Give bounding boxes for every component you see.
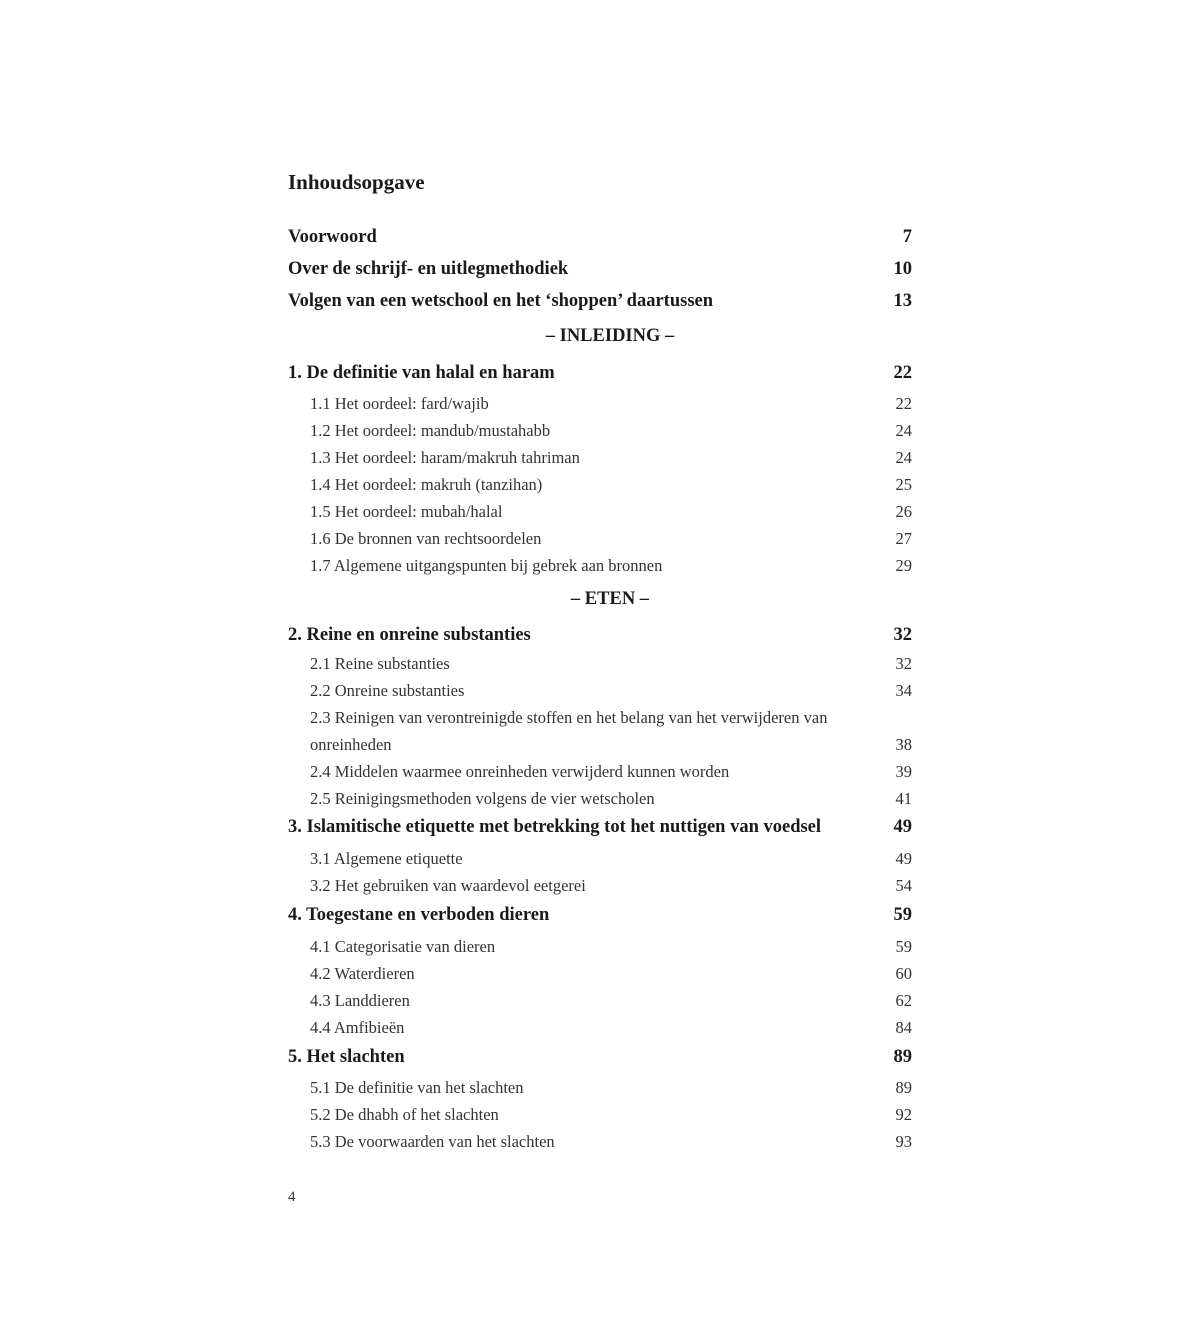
- toc-subentry: [288, 845, 912, 872]
- toc-subentry-page: 24: [895, 421, 912, 440]
- toc-subentry-label: 5.2 De dhabh of het slachten: [310, 1105, 499, 1124]
- toc-subentry: [288, 390, 912, 417]
- toc-entry-page: 22: [893, 363, 912, 383]
- toc-subentry: [288, 1074, 912, 1101]
- toc-subentry-label: 1.5 Het oordeel: mubah/halal: [310, 502, 503, 521]
- page-number: 4: [288, 1189, 296, 1205]
- toc-subentry-page: 39: [895, 762, 912, 781]
- toc-entry: [288, 622, 912, 649]
- toc-entry-label: Over de schrijf- en uitlegmethodiek: [288, 259, 569, 279]
- toc-entry-label: 4. Toegestane en verboden dieren: [288, 905, 550, 925]
- toc-subentry-label: onreinheden: [310, 735, 392, 754]
- toc-subentry: [288, 525, 912, 552]
- toc-subentry-page: 54: [895, 876, 912, 895]
- toc-entry-page: 10: [893, 259, 912, 279]
- toc-subentry-page: 49: [895, 849, 912, 868]
- toc-subentry-page: 59: [895, 937, 912, 956]
- toc-subentry-page: 34: [895, 681, 912, 700]
- toc-entry: [288, 814, 912, 841]
- toc-entry-page: 7: [902, 227, 912, 247]
- toc-entry: [288, 360, 912, 387]
- toc-entry-page: 13: [893, 291, 912, 311]
- toc-subentry: [288, 1128, 912, 1155]
- toc-subentry: [288, 987, 912, 1014]
- toc-entry-label: 5. Het slachten: [288, 1047, 405, 1067]
- toc-subentry: [288, 444, 912, 471]
- section-heading: [288, 586, 912, 613]
- toc-entry-page: 59: [893, 905, 912, 925]
- toc-subentry-page: 60: [895, 964, 912, 983]
- toc-subentry-label: 1.6 De bronnen van rechtsoordelen: [310, 529, 542, 548]
- toc-entry-page: 32: [893, 625, 912, 645]
- toc-subentry-label: 3.2 Het gebruiken van waardevol eetgerei: [310, 876, 586, 895]
- toc-subentry-page: 24: [895, 448, 912, 467]
- toc-subentry: [288, 417, 912, 444]
- toc-subentry: [288, 1101, 912, 1128]
- toc-subentry: [288, 933, 912, 960]
- toc-subentry-label: 2.4 Middelen waarmee onreinheden verwijderd kunnen worden: [310, 762, 730, 781]
- toc-subentry-page: 93: [895, 1132, 912, 1151]
- toc-entry-label: 2. Reine en onreine substanties: [288, 625, 531, 645]
- toc-subentry: [288, 1014, 912, 1041]
- toc-subentry-label: 2.5 Reinigingsmethoden volgens de vier wetscholen: [310, 789, 655, 808]
- toc-subentry: [288, 758, 912, 785]
- toc-subentry: [288, 785, 912, 812]
- toc-subentry-label: 4.4 Amfibieën: [310, 1018, 405, 1037]
- toc-subentry-label: 2.2 Onreine substanties: [310, 681, 465, 700]
- toc-subentry-page: 92: [895, 1105, 912, 1124]
- toc-entry: [288, 288, 912, 315]
- toc-subentry-page: 38: [895, 735, 912, 754]
- toc-subentry-label: 1.1 Het oordeel: fard/wajib: [310, 394, 489, 413]
- document-page: [288, 0, 912, 1320]
- toc-entry: [288, 1044, 912, 1071]
- toc-subentry: [288, 677, 912, 704]
- toc-subentry-page: 26: [895, 502, 912, 521]
- toc-subentry-page: 22: [895, 394, 912, 413]
- toc-subentry: [288, 650, 912, 677]
- page-title: Inhoudsopgave: [288, 170, 425, 194]
- toc-subentry-page: 84: [895, 1018, 912, 1037]
- toc-subentry-label: 1.7 Algemene uitgangspunten bij gebrek aan bronnen: [310, 556, 663, 575]
- toc-entry: [288, 902, 912, 929]
- toc-subentry: [288, 471, 912, 498]
- section-heading-label: – INLEIDING –: [545, 326, 675, 346]
- toc-subentry: [288, 704, 912, 731]
- toc-subentry-label: 4.2 Waterdieren: [310, 964, 415, 983]
- toc-subentry-label: 4.3 Landdieren: [310, 991, 410, 1010]
- toc-entry-page: 89: [893, 1047, 912, 1067]
- toc-subentry-page: 32: [895, 654, 912, 673]
- toc-entry-label: 3. Islamitische etiquette met betrekking tot het nuttigen van voedsel: [288, 817, 822, 837]
- toc-subentry-page: 89: [895, 1078, 912, 1097]
- toc-entry-page: 49: [893, 817, 912, 837]
- toc-subentry-label: 1.3 Het oordeel: haram/makruh tahriman: [310, 448, 580, 467]
- section-heading-label: – ETEN –: [570, 589, 650, 609]
- toc-subentry-page: 27: [895, 529, 912, 548]
- toc-subentry-continuation: [288, 731, 912, 758]
- toc-subentry-label: 5.3 De voorwaarden van het slachten: [310, 1132, 555, 1151]
- toc-subentry-page: 41: [895, 789, 912, 808]
- toc-subentry-label: 1.4 Het oordeel: makruh (tanzihan): [310, 475, 543, 494]
- toc-subentry: [288, 960, 912, 987]
- toc-subentry: [288, 552, 912, 579]
- toc-entry-label: 1. De definitie van halal en haram: [288, 363, 555, 383]
- toc-entry: [288, 256, 912, 283]
- toc-subentry: [288, 498, 912, 525]
- toc-entry: [288, 224, 912, 251]
- section-heading: [288, 323, 912, 350]
- toc-entry-label: Voorwoord: [288, 227, 377, 247]
- toc-subentry-page: 29: [895, 556, 912, 575]
- toc-subentry-label: 4.1 Categorisatie van dieren: [310, 937, 496, 956]
- toc-subentry-label: 3.1 Algemene etiquette: [310, 849, 463, 868]
- toc-subentry-label: 2.3 Reinigen van verontreinigde stoffen en het belang van het verwijderen van: [310, 708, 828, 727]
- toc-subentry: [288, 872, 912, 899]
- toc-entry-label: Volgen van een wetschool en het ‘shoppen’ daartussen: [288, 291, 714, 311]
- toc-subentry-label: 1.2 Het oordeel: mandub/mustahabb: [310, 421, 551, 440]
- toc-subentry-page: 62: [895, 991, 912, 1010]
- toc-subentry-label: 5.1 De definitie van het slachten: [310, 1078, 524, 1097]
- toc-subentry-label: 2.1 Reine substanties: [310, 654, 450, 673]
- toc-subentry-page: 25: [895, 475, 912, 494]
